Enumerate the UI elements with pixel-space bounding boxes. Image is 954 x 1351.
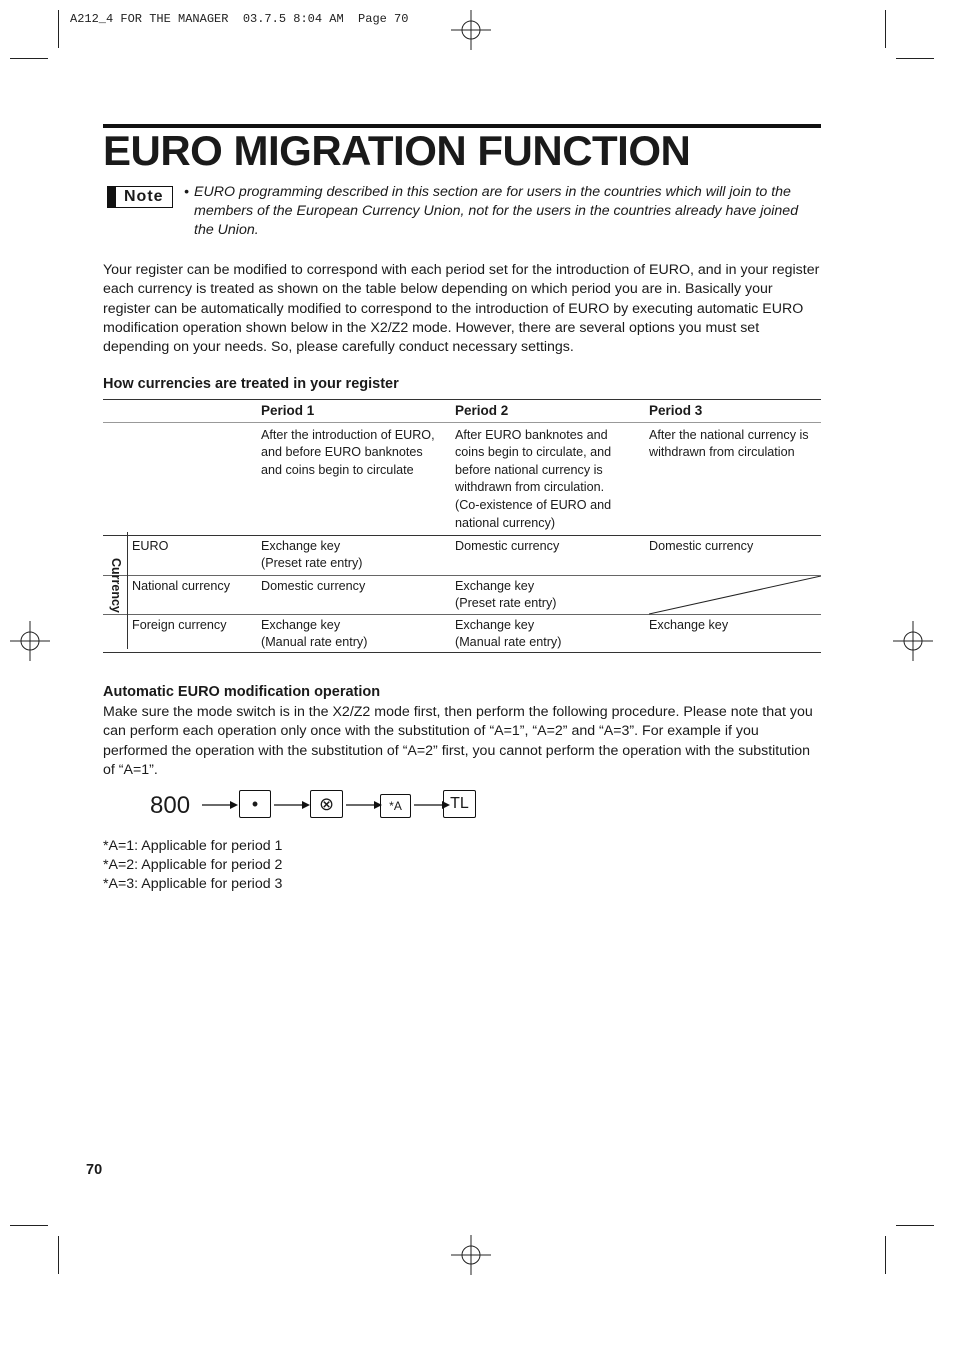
registration-mark-icon xyxy=(893,621,933,661)
column-header: Period 2 xyxy=(455,403,509,418)
note-badge xyxy=(107,186,173,208)
row-label: Foreign currency xyxy=(132,617,227,632)
table-cell: Exchange key xyxy=(455,617,535,632)
arrow-right-icon xyxy=(346,799,382,811)
note-label: Note xyxy=(124,188,164,205)
column-header: Period 1 xyxy=(261,403,315,418)
note-text xyxy=(184,183,820,240)
arrow-right-icon xyxy=(202,799,238,811)
footnote: *A=2: Applicable for period 2 xyxy=(103,857,283,873)
period-description: After the introduction of EURO, and before EURO banknotes and coins begin to circulate xyxy=(261,427,435,477)
registration-mark-icon xyxy=(10,621,50,661)
table-header-row xyxy=(103,400,821,423)
footnote: *A=3: Applicable for period 3 xyxy=(103,876,283,892)
row-label: EURO xyxy=(132,538,169,553)
table-cell: (Manual rate entry) xyxy=(455,635,562,650)
footnote: *A=1: Applicable for period 1 xyxy=(103,838,283,854)
decimal-point-key-icon: • xyxy=(239,790,271,818)
side-label-text: Currency xyxy=(109,558,123,613)
table-cell: Exchange key xyxy=(261,538,341,553)
row-label: National currency xyxy=(132,578,230,593)
note-bullet: • xyxy=(184,184,189,200)
period-description: After EURO banknotes and coins begin to circulate, and before national currency is withdrawn from circulation. (Co-existence of EURO and national currency) xyxy=(455,427,612,530)
table-row xyxy=(103,535,821,575)
side-label-divider xyxy=(127,532,128,649)
table-cell: Exchange key xyxy=(455,578,535,593)
currency-side-label xyxy=(107,558,125,624)
page-number: 70 xyxy=(86,1162,103,1178)
operation-heading: Automatic EURO modification operation xyxy=(103,684,381,700)
table-cell: Exchange key xyxy=(649,617,729,632)
table-cell: (Preset rate entry) xyxy=(261,556,363,571)
table-cell: (Manual rate entry) xyxy=(261,635,368,650)
registration-mark-icon xyxy=(451,1235,491,1275)
intro-paragraph: Your register can be modified to correspond with each period set for the introduction of EURO, and in your register each currency is treated as shown on the table below depending on which period you are in. Basically your register can be automatically modified to correspond to the introduction of EURO by executing automatic EURO modification operation shown below in the X2/Z2 mode. However, there are several options you must set depending on your needs. So, please carefully conduct necessary settings. xyxy=(103,262,820,356)
sequence-start-value: 800 xyxy=(150,792,191,819)
note-body: EURO programming described in this section are for users in the countries which will join to the members of the European Currency Union, not for the users in the countries already have joined the Union. xyxy=(194,184,799,238)
table-row xyxy=(103,614,821,652)
print-header: A212_4 FOR THE MANAGER 03.7.5 8:04 AM Page 70 xyxy=(70,12,409,26)
not-applicable-cell xyxy=(649,575,821,614)
table-cell: Domestic currency xyxy=(649,538,754,553)
currency-table xyxy=(103,399,821,653)
registration-mark-icon xyxy=(451,10,491,50)
multiply-key-icon: ⊗ xyxy=(310,790,343,818)
operation-paragraph: Make sure the mode switch is in the X2/Z2 mode first, then perform the following procedure. Please note that you can perform each operation only once with the substitution of “A=1”, “A=2” and “A=3”. For example if you performed the operation with the substitution of “A=2” first, you cannot perform the operation with the substitution of “A=1”. xyxy=(103,704,813,778)
page-title: EURO MIGRATION FUNCTION xyxy=(103,127,691,174)
table-heading: How currencies are treated in your register xyxy=(103,376,399,392)
column-header: Period 3 xyxy=(649,403,703,418)
table-description-row xyxy=(103,422,821,535)
table-cell: Domestic currency xyxy=(261,578,366,593)
table-cell: (Preset rate entry) xyxy=(455,596,557,611)
variable-a-key-icon: *A xyxy=(380,794,411,818)
table-cell: Domestic currency xyxy=(455,538,560,553)
period-description: After the national currency is withdrawn from circulation xyxy=(649,427,809,460)
table-row xyxy=(103,575,821,614)
arrow-right-icon xyxy=(274,799,310,811)
total-key-icon: TL xyxy=(443,790,476,818)
table-cell: Exchange key xyxy=(261,617,341,632)
diagonal-strike-icon xyxy=(649,576,821,615)
key-sequence xyxy=(150,790,490,822)
